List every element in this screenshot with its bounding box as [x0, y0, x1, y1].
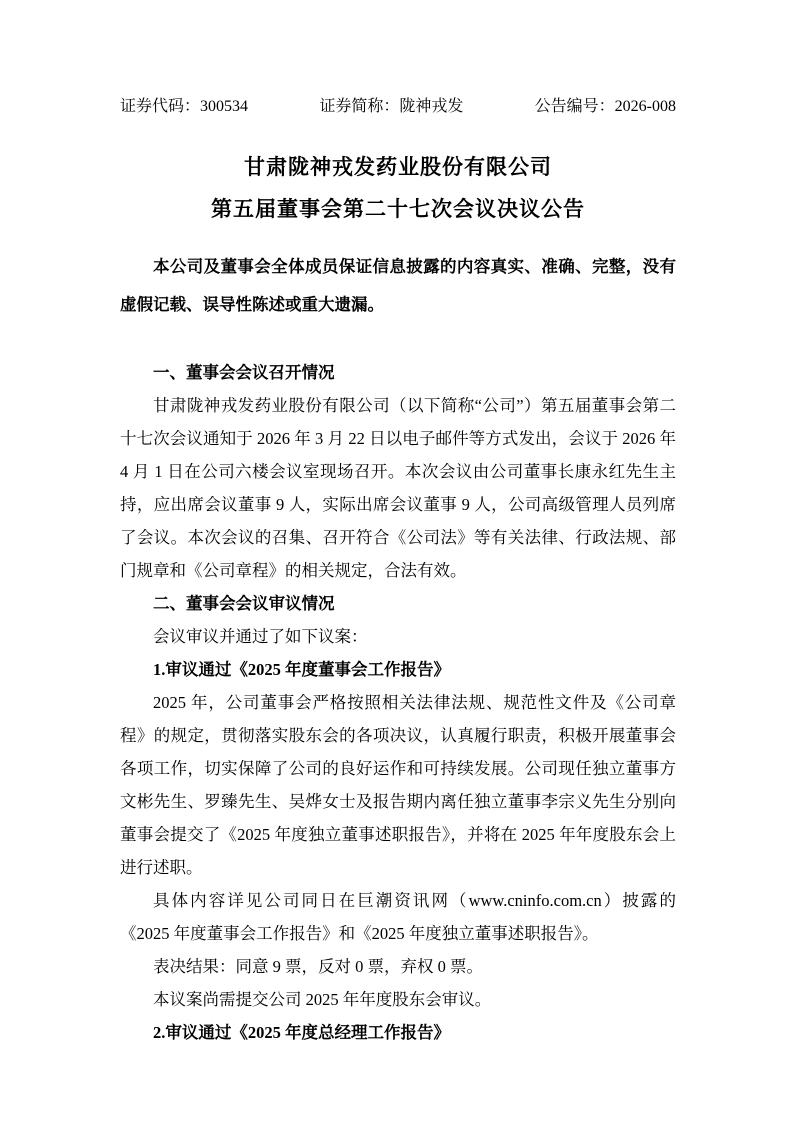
item1-vote-result: 表决结果：同意 9 票，反对 0 票，弃权 0 票。	[153, 957, 483, 976]
announcement-header	[120, 96, 676, 118]
item1-title: 1.审议通过《2025 年度董事会工作报告》	[153, 660, 450, 679]
section1-heading: 一、董事会会议召开情况	[153, 363, 335, 382]
document-body	[120, 356, 676, 1049]
stock-code-label: 证券代码：300534	[120, 98, 249, 115]
section2-intro: 会议审议并通过了如下议案：	[153, 627, 368, 646]
company-title: 甘肃陇神戎发药业股份有限公司	[244, 155, 552, 179]
stock-abbr-label: 证券简称：陇神戎发	[319, 98, 464, 115]
disclosure-declaration: 本公司及董事会全体成员保证信息披露的内容真实、准确、完整，没有虚假记载、误导性陈述或重大遗漏。	[120, 257, 676, 314]
item1-paragraph1: 2025 年，公司董事会严格按照相关法律法规、规范性文件及《公司章程》的规定，贯彻落实股东会的各项决议，认真履行职责，积极开展董事会各项工作，切实保障了公司的良好运作和可持续发展。公司现任独立董事方文彬先生、罗臻先生、吴烨女士及报告期内离任独立董事李宗义先生分别向董事会提交了《2025 年度独立董事述职报告》，并将在 2025 年年度股东会上进行述职。	[120, 693, 676, 877]
meeting-resolution-title: 第五届董事会第二十七次会议决议公告	[211, 197, 585, 221]
section1-paragraph: 甘肃陇神戎发药业股份有限公司（以下简称“公司”）第五届董事会第二十七次会议通知于 2026 年 3 月 22 日以电子邮件等方式发出，会议于 2026 年 4 月 1 日在公司六楼会议室现场召开。本次会议由公司董事长康永红先生主持，应出席会议董事 9 人，实际出席会议董事 9 人，公司高级管理人员列席了会议。本次会议的召集、召开符合《公司法》等有关法律、行政法规、部门规章和《公司章程》的相关规定，合法有效。	[120, 396, 676, 580]
item2-title: 2.审议通过《2025 年度总经理工作报告》	[153, 1023, 450, 1042]
item1-note: 本议案尚需提交公司 2025 年年度股东会审议。	[153, 990, 492, 1009]
section2-heading: 二、董事会会议审议情况	[153, 594, 335, 613]
item1-paragraph2: 具体内容详见公司同日在巨潮资讯网（www.cninfo.com.cn）披露的《2025 年度董事会工作报告》和《2025 年度独立董事述职报告》。	[120, 891, 676, 943]
announcement-number-label: 公告编号：2026-008	[534, 98, 676, 115]
